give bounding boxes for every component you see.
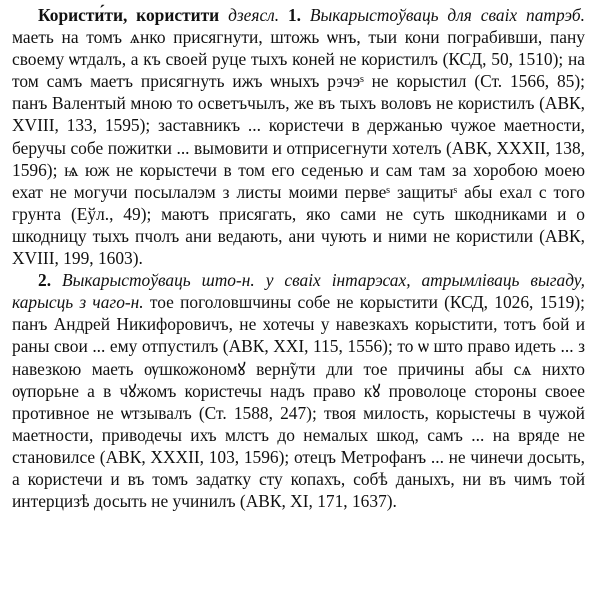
sense-1-gloss: Выкарыстоўваць для сваіх патрэб.: [309, 5, 585, 25]
sense-2-gloss: Выкарыстоўваць што-н. у сваіх інтарэсах, атрымліваць выгаду, карысць з чаго-н.: [12, 270, 585, 313]
sense-2-paragraph: [12, 269, 585, 512]
sense-2-citations: тое поголовшчины собе не корыстити (КСД, 1026, 1519); панъ Андрей Никифоровичъ, не хотечы у навезкахъ корыстити, тотъ бой и раны свои ... ему отпустилъ (АВК, XXI, 115, 1556); то ѡ што право идеть ... з навезкою маеть ѹшкожономꙋ верн̃ути дли тое причины абы сѧ нихто ѹпорьне а в чꙋжомъ користечы надъ право кꙋ проволоце стороны своее противное не ѡтзывалъ (Ст. 1588, 247); твоя милость, корыстечы в чужой маетности, приводечы ихъ млстъ до немалых шкод, самъ ... на вряде не становилсе (АВК, XXXII, 103, 1596); отецъ Метрофанъ ... не чинечи досыть, а користечи и въ томъ задатку сту копахъ, собѣ даныхъ, ни въ чимъ той интерцизѣ досыть не учинилъ (АВК, XI, 171, 1637).: [12, 292, 585, 512]
sense-1-citations: маеть на томъ ѧнко присягнути, штожь ѡнъ, тыи кони пограбивши, пану своему ѡтдалъ, а къ своей руце тыхъ коней не користилъ (КСД, 50, 1510); на том самъ маетъ присягнуть ижъ ѡныхъ рэчэˢ не корыстил (Ст. 1566, 85); панъ Валентый мною то осветъчылъ, же въ тыхъ воловъ не користилъ (АВК, XVIII, 133, 1595); заставникъ ... користечи в держанью чужое маетности, беручы собе пожитки ... вымовити и отприсегнути хотелъ (АВК, XXXII, 138, 1596); ѩ юж не корыстечи в том его седенью и сам там за хоробою моею ехат не могучи посылалэм з листы моими первеˢ защитыˢ абы ехал с того грунта (Еўл., 49); маютъ присягать, яко сами не суть шкодниками и о шкодницу тыхъ пчолъ ани ведають, ани чують и ними не користили (АВК, XVIII, 199, 1603).: [12, 27, 585, 269]
headword: Користи́ти, користити: [38, 5, 220, 25]
part-of-speech-label: дзеясл.: [228, 5, 280, 25]
sense-2-number: 2.: [38, 270, 52, 291]
sense-1-paragraph: [12, 4, 585, 269]
sense-1-number: 1.: [287, 5, 302, 25]
